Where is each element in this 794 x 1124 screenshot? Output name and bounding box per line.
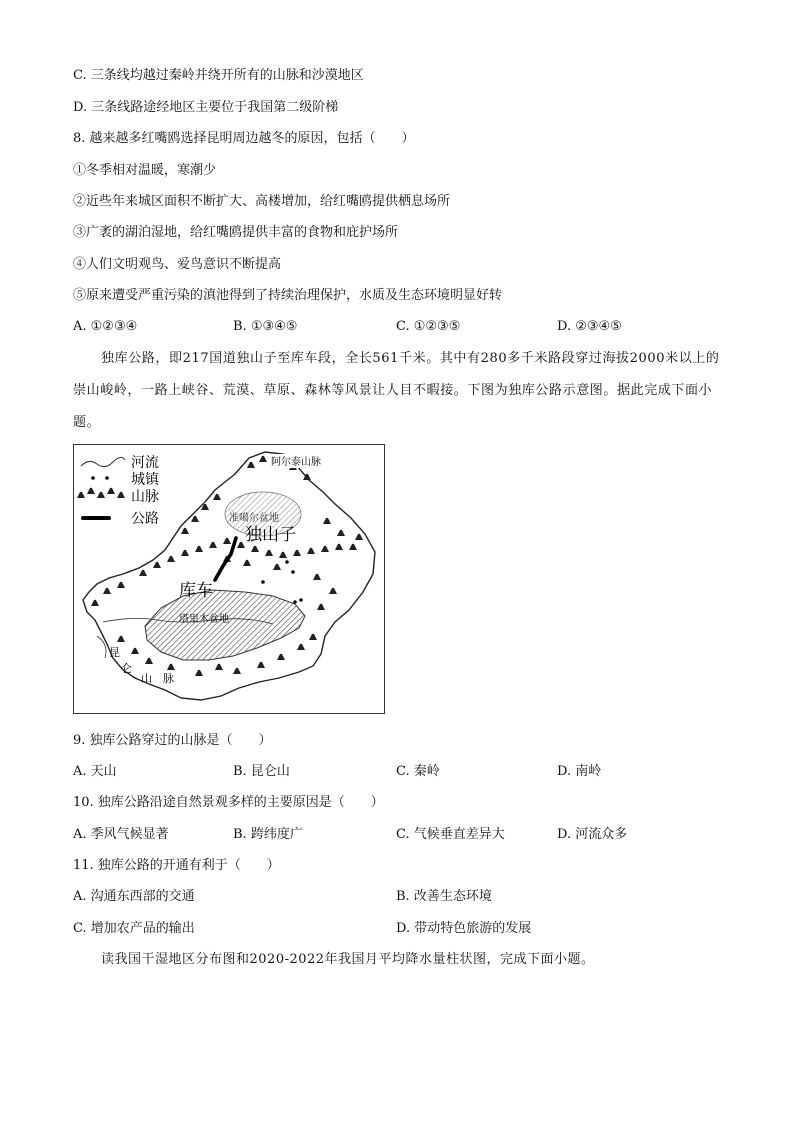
- q9-option-d: D. 南岭: [557, 764, 602, 779]
- legend-mountain-label: 山脉: [131, 489, 159, 505]
- q9-stem: 9. 独库公路穿过的山脉是（ ）: [73, 733, 272, 748]
- label-dushanzi: 独山子: [245, 525, 296, 545]
- legend-road-label: 公路: [131, 511, 159, 527]
- q11-option-a: A. 沟通东西部的交通: [73, 889, 195, 904]
- legend-river-label: 河流: [131, 455, 159, 471]
- label-tarim: 塔里木盆地: [179, 614, 229, 625]
- q9-option-c: C. 秦岭: [396, 764, 440, 779]
- passage-drywet: 读我国干湿地区分布图和2020-2022年我国月平均降水量柱状图，完成下面小题。: [101, 952, 595, 967]
- q9-option-a: A. 天山: [73, 764, 117, 779]
- q8-option-a: A. ①②③④: [73, 319, 138, 334]
- q8-option-c: C. ①②③⑤: [396, 319, 461, 334]
- duku-highway-map: [73, 444, 385, 714]
- q11-option-b: B. 改善生态环境: [396, 889, 492, 904]
- label-junggar: 准噶尔盆地: [229, 513, 279, 524]
- q10-option-c: C. 气候垂直差异大: [396, 827, 505, 842]
- q8-stem: 8. 越来越多红嘴鸥选择昆明周边越冬的原因，包括（ ）: [73, 131, 415, 146]
- q10-option-d: D. 河流众多: [557, 827, 628, 842]
- q11-stem: 11. 独库公路的开通有利于（ ）: [73, 858, 280, 873]
- legend-town-symbol-2: [105, 476, 109, 480]
- q8-statement-2: ②近些年来城区面积不断扩大、高楼增加，给红嘴鸥提供栖息场所: [73, 194, 451, 209]
- passage-dukufeng-text: 独库公路，即217国道独山子至库车段，全长561千米。其中有280多千米路段穿过海拔2000米以上的崇山峻岭，一路上峡谷、荒漠、草原、森林等风景让人目不暇接。下图为独库公路示意图。据此完成下面小题。: [73, 351, 720, 430]
- q9-option-b: B. 昆仑山: [233, 764, 290, 779]
- q10-stem: 10. 独库公路沿途自然景观多样的主要原因是（ ）: [73, 795, 384, 810]
- q11-option-c: C. 增加农产品的输出: [73, 921, 195, 936]
- passage-dukufeng: [73, 343, 723, 439]
- q8-option-d: D. ②③④⑤: [557, 319, 622, 334]
- q8-statement-5: ⑤原来遭受严重污染的滇池得到了持续治理保护，水质及生态环境明显好转: [73, 288, 503, 303]
- q11-option-d: D. 带动特色旅游的发展: [396, 921, 532, 936]
- label-kunlun-1: 昆: [109, 646, 120, 659]
- label-altai: 阿尔泰山脉: [271, 457, 321, 468]
- legend-town-symbol-1: [91, 476, 95, 480]
- label-kuqa: 库车: [179, 581, 213, 601]
- q8-statement-1: ①冬季相对温暖，寒潮少: [73, 163, 217, 178]
- label-kunlun-4: 脉: [163, 672, 174, 685]
- label-kunlun-3: 山: [141, 672, 152, 685]
- q8-statement-3: ③广袤的湖泊湿地，给红嘴鸥提供丰富的食物和庇护场所: [73, 225, 399, 240]
- q7-option-d: D. 三条线路途经地区主要位于我国第二级阶梯: [73, 100, 339, 115]
- q10-option-a: A. 季风气候显著: [73, 827, 169, 842]
- legend-town-label: 城镇: [131, 472, 159, 488]
- q8-statement-4: ④人们文明观鸟、爱鸟意识不断提高: [73, 257, 282, 272]
- label-kunlun-2: 仑: [121, 662, 132, 675]
- q10-option-b: B. 跨纬度广: [233, 827, 303, 842]
- q7-option-c: C. 三条线均越过秦岭并绕开所有的山脉和沙漠地区: [73, 68, 364, 83]
- q8-option-b: B. ①③④⑤: [233, 319, 298, 334]
